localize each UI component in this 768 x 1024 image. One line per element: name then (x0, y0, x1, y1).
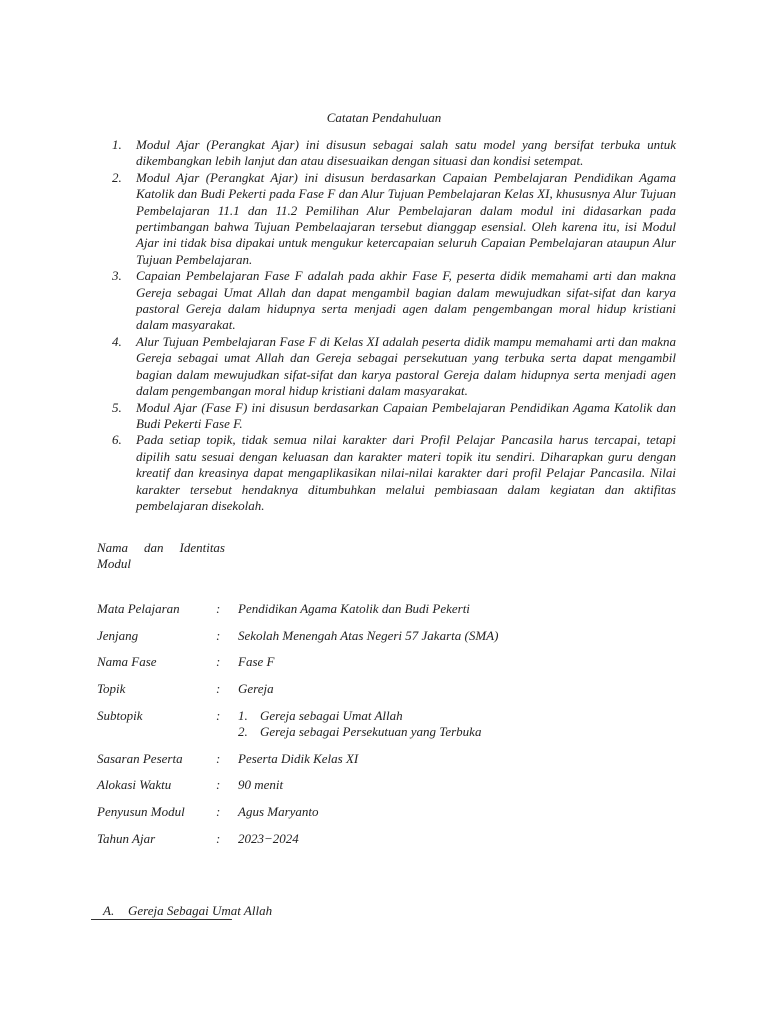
note-number: 6. (112, 432, 122, 448)
note-item (112, 399, 676, 433)
note-text: Alur Tujuan Pembelajaran Fase F di Kelas XI adalah peserta didik mampu memahami arti dan makna Gereja sebagai umat Allah dan Gereja sebagai persekutuan yang terbuka serta dapat mengambil bagian dalam mewujudkan sifat-sifat dan karya pastoral Gereja dalam hidupnya serta menjadi agen dalam pengembangan moral hidup kristiani dalam masyarakat. (136, 333, 676, 399)
subtopic-text: Gereja sebagai Umat Allah (260, 708, 403, 723)
note-number: 4. (112, 333, 122, 349)
identity-heading-line1: Nama dan Identitas (97, 540, 225, 555)
note-item (112, 268, 676, 334)
note-number: 2. (112, 169, 122, 185)
section-title: Gereja Sebagai Umat Allah (128, 903, 273, 918)
note-text: Capaian Pembelajaran Fase F adalah pada akhir Fase F, peserta didik memahami arti dan makna Gereja sebagai Umat Allah dan dapat mengambil bagian dalam mewujudkan sifat-sifat dan karya pastoral Gereja dalam hidupnya serta menjadi agen dalam pengembangan moral hidup kristiani dalam masyarakat. (136, 268, 676, 333)
note-text: Modul Ajar (Perangkat Ajar) ini disusun berdasarkan Capaian Pembelajaran Pendidikan Agama Katolik dan Budi Pekerti pada Fase F dan Alur Tujuan Pembelajaran Kelas XI, khususnya Alur Tujuan Pembelajaran 11.1 dan 11.2 Pemilihan Alur Pembelajaran dalam modul ini didasarkan pada pertimbangan bahwa Tujuan Pembelaajaran tersebut dianggap esensial. Oleh karena itu, isi Modul Ajar ini tidak bisa dipakai untuk mengukur ketercapaian seluruh Capaian Pembelajaran ataupun Alur Tujuan Pembelajaran. (136, 169, 676, 267)
identity-label: Mata Pelajaran (97, 601, 180, 616)
note-item (112, 333, 676, 400)
identity-value: Sekolah Menengah Atas Negeri 57 Jakarta (SMA) (238, 628, 499, 643)
section-a-heading (103, 903, 272, 919)
identity-label: Penyusun Modul (97, 804, 185, 819)
identity-label: Jenjang (97, 628, 139, 643)
note-number: 1. (112, 137, 122, 152)
subtopic-item (238, 708, 481, 724)
identity-label: Nama Fase (97, 654, 157, 669)
subtopic-text: Gereja sebagai Persekutuan yang Terbuka (260, 724, 482, 739)
identity-label: Subtopik (97, 708, 143, 723)
identity-value: Pendidikan Agama Katolik dan Budi Pekerti (238, 601, 470, 616)
note-item (112, 137, 676, 170)
identity-label: Sasaran Peserta (97, 751, 183, 766)
identity-separator: : (216, 628, 221, 643)
identity-heading-line2: Modul (97, 556, 131, 571)
identity-separator: : (216, 601, 221, 616)
identity-value: Fase F (238, 654, 275, 669)
note-item (112, 432, 676, 514)
subtopic-item (238, 724, 481, 740)
identity-separator: : (216, 751, 221, 766)
subtopic-number: 1. (238, 708, 248, 723)
identity-label: Topik (97, 681, 126, 696)
note-item (112, 169, 676, 268)
identity-label: Tahun Ajar (97, 831, 156, 846)
subtopic-number: 2. (238, 724, 248, 739)
note-number: 5. (112, 399, 122, 415)
identity-separator: : (216, 708, 221, 723)
identity-value: Agus Maryanto (238, 804, 319, 819)
identity-separator: : (216, 831, 221, 846)
note-number: 3. (112, 268, 122, 284)
identity-value: Gereja (238, 681, 274, 696)
note-text: Modul Ajar (Perangkat Ajar) ini disusun sebagai salah satu model yang bersifat terbuka untuk dikembangkan lebih lanjut dan atau disesuaikan dengan situasi dan kondisi setempat. (136, 137, 676, 169)
identity-label: Alokasi Waktu (97, 777, 172, 792)
subtopic-list (238, 708, 481, 740)
section-underline (91, 919, 232, 920)
identity-heading (97, 540, 225, 572)
identity-separator: : (216, 777, 221, 792)
identity-value: Peserta Didik Kelas XI (238, 751, 359, 766)
notes-list (112, 137, 676, 514)
note-text: Pada setiap topik, tidak semua nilai karakter dari Profil Pelajar Pancasila harus tercapai, tetapi dipilih satu sesuai dengan keluasan dan karakter materi topik itu sendiri. Diharapkan guru dengan kreatif dan kreasinya dapat mengaplikasikan nilai-nilai karakter dari profil Pelajar Pancasila. Nilai karakter tersebut hendaknya ditumbuhkan melalui pembiasaan dalam kegiatan dan aktifitas pembelajaran disekolah. (136, 432, 676, 513)
identity-separator: : (216, 681, 221, 696)
identity-value: 2023−2024 (238, 831, 299, 846)
identity-separator: : (216, 654, 221, 669)
identity-separator: : (216, 804, 221, 819)
identity-value: 90 menit (238, 777, 284, 792)
section-letter: A. (103, 903, 115, 918)
note-text: Modul Ajar (Fase F) ini disusun berdasarkan Capaian Pembelajaran Pendidikan Agama Katolik dan Budi Pekerti Fase F. (136, 399, 676, 431)
page-title: Catatan Pendahuluan (326, 110, 442, 125)
